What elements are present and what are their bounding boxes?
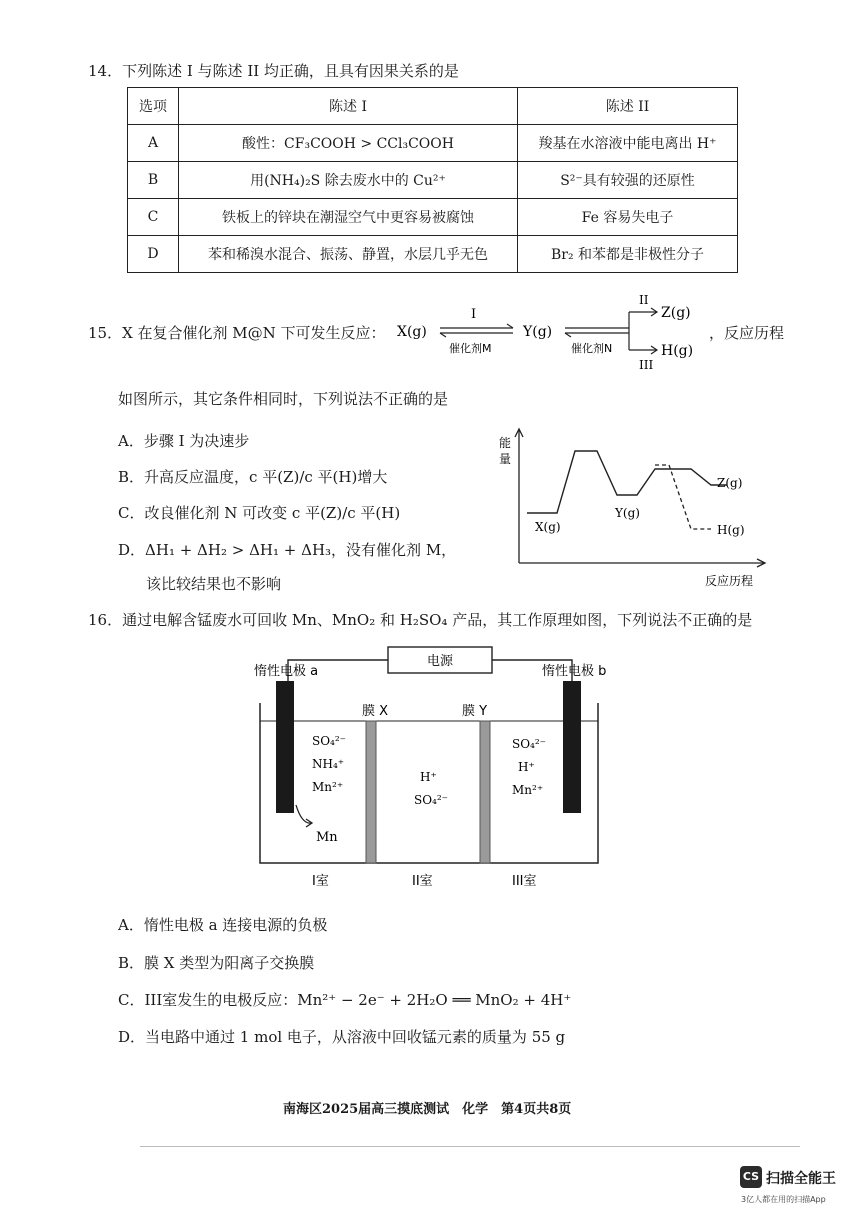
row-statement-2: Fe 容易失电子: [518, 199, 738, 236]
room3-ion: Mn²⁺: [512, 783, 544, 797]
scheme-step1: I: [471, 307, 477, 322]
table-header-row: [128, 88, 738, 125]
label-x: X(g): [535, 520, 561, 534]
row-option: B: [128, 162, 179, 199]
row-statement-1: 苯和稀溴水混合、振荡、静置，水层几乎无色: [179, 236, 518, 273]
membrane-x: [366, 721, 376, 863]
q15-option-b: B．升高反应温度，c 平(Z)/c 平(H)增大: [118, 468, 388, 486]
energy-path-h: [655, 465, 711, 529]
row-option: C: [128, 199, 179, 236]
q16-option-b: B．膜 X 类型为阳离子交换膜: [118, 954, 315, 972]
q15-stem-line2: 如图所示，其它条件相同时，下列说法不正确的是: [118, 390, 449, 408]
row-statement-1: 酸性：CF₃COOH > CCl₃COOH: [179, 125, 518, 162]
arrow-head-1: [507, 324, 513, 328]
q15-stem-tail: ，反应历程: [709, 324, 785, 342]
electrode-b-label: 惰性电极 b: [542, 664, 607, 679]
page-footer: 南海区2025届高三摸底测试 化学 第4页共8页: [283, 1102, 572, 1117]
membrane-x-label: 膜 X: [362, 704, 389, 719]
x-axis-label: 反应历程: [705, 574, 754, 588]
scheme-h: H(g): [661, 343, 694, 359]
electrolysis-diagram: [250, 645, 610, 895]
scheme-step2: II: [639, 293, 649, 307]
membrane-y-label: 膜 Y: [462, 704, 488, 719]
header-statement-2: 陈述 II: [518, 88, 738, 125]
electrode-a: [276, 681, 294, 813]
row-statement-1: 铁板上的锌块在潮湿空气中更容易被腐蚀: [179, 199, 518, 236]
q15-option-a: A．步骤 I 为决速步: [118, 432, 250, 450]
q15-stem: 15．X 在复合催化剂 M@N 下可发生反应：: [88, 324, 386, 342]
energy-diagram: [495, 425, 785, 595]
arrow-head-1b: [440, 333, 446, 337]
q15-option-d: D．ΔH₁ + ΔH₂ > ΔH₁ + ΔH₃，没有催化剂 M，: [118, 541, 457, 559]
scheme-cat-n: 催化剂N: [571, 342, 613, 355]
q16-stem: 16．通过电解含锰废水可回收 Mn、MnO₂ 和 H₂SO₄ 产品，其工作原理如图，下列说法不正确的是: [88, 611, 753, 629]
room1-label: I室: [312, 874, 329, 889]
scheme-y: Y(g): [523, 324, 553, 340]
label-y: Y(g): [615, 506, 640, 520]
room1-ion: SO₄²⁻: [312, 734, 347, 748]
q15-option-c: C．改良催化剂 N 可改变 c 平(Z)/c 平(H): [118, 504, 401, 522]
row-statement-2: Br₂ 和苯都是非极性分子: [518, 236, 738, 273]
scheme-cat-m: 催化剂M: [449, 342, 492, 355]
bottom-divider: [140, 1146, 800, 1147]
label-z: Z(g): [717, 476, 743, 490]
q16-option-a: A．惰性电极 a 连接电源的负极: [118, 916, 328, 934]
q16-option-c: C．III室发生的电极反应：Mn²⁺ − 2e⁻ + 2H₂O ══ MnO₂ + 4H⁺: [118, 991, 572, 1009]
room2-ion: SO₄²⁻: [414, 793, 449, 807]
membrane-y: [480, 721, 490, 863]
electrode-b: [563, 681, 581, 813]
room2-ion: H⁺: [420, 770, 437, 784]
q14-stem: 14．下列陈述 I 与陈述 II 均正确，且具有因果关系的是: [88, 62, 459, 80]
deposit-arrow: [296, 805, 312, 823]
label-h: H(g): [717, 523, 745, 537]
room1-product: Mn: [316, 830, 338, 845]
row-option: D: [128, 236, 179, 273]
scanner-app-name: 扫描全能王: [766, 1171, 836, 1187]
header-option: 选项: [128, 88, 179, 125]
table-row: [128, 162, 738, 199]
q14-table: [127, 87, 738, 273]
q15-reaction-scheme: [395, 290, 725, 370]
scanner-logo-icon: CS: [740, 1166, 762, 1188]
row-statement-2: 羧基在水溶液中能电离出 H⁺: [518, 125, 738, 162]
table-row: [128, 236, 738, 273]
energy-label-line1: 能: [499, 436, 512, 450]
row-option: A: [128, 125, 179, 162]
energy-path-main: [527, 451, 671, 513]
energy-label-line2: 量: [499, 452, 512, 466]
electrode-a-label: 惰性电极 a: [254, 664, 319, 679]
row-statement-1: 用(NH₄)₂S 除去废水中的 Cu²⁺: [179, 162, 518, 199]
scheme-x: X(g): [397, 324, 427, 340]
table-row: [128, 199, 738, 236]
q16-option-d: D．当电路中通过 1 mol 电子，从溶液中回收锰元素的质量为 55 g: [118, 1028, 566, 1046]
arrow-head-2b: [565, 333, 571, 337]
scanner-tagline: 3亿人都在用的扫描App: [741, 1195, 826, 1204]
scheme-step3: III: [639, 358, 654, 370]
room3-ion: SO₄²⁻: [512, 737, 547, 751]
room1-ion: Mn²⁺: [312, 780, 344, 794]
q15-option-d-cont: 该比较结果也不影响: [146, 575, 282, 593]
room1-ion: NH₄⁺: [312, 757, 345, 771]
row-statement-2: S²⁻具有较强的还原性: [518, 162, 738, 199]
header-statement-1: 陈述 I: [179, 88, 518, 125]
room3-label: III室: [512, 874, 537, 889]
scheme-z: Z(g): [661, 305, 691, 321]
power-label: 电源: [426, 654, 454, 669]
room3-ion: H⁺: [518, 760, 535, 774]
room2-label: II室: [412, 874, 433, 889]
table-row: [128, 125, 738, 162]
